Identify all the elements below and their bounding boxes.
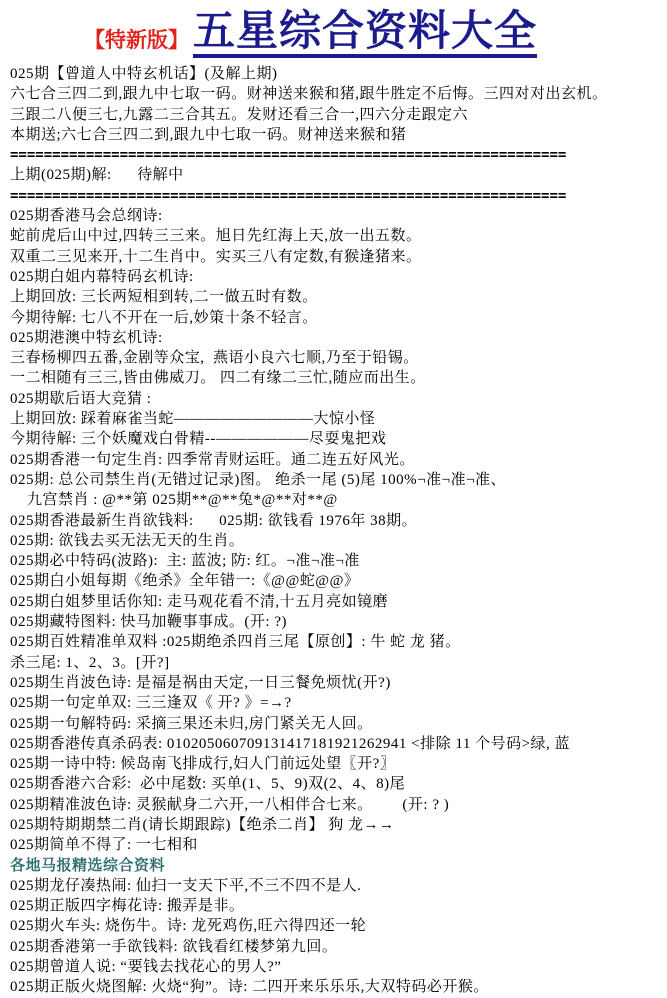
- text-line: 025期正版火烧图解: 火烧“狗”。诗: 二四开来乐乐乐,大双特码必开猴。: [10, 979, 489, 996]
- text-line: 六七合三四二到,跟九中七取一码。财神送来猴和猪,跟牛胜定不后悔。三四对对出玄机。: [10, 86, 608, 103]
- text-line: 本期送;六七合三四二到,跟九中七取一码。财神送来猴和猪: [10, 126, 407, 143]
- text-line: 蛇前虎后山中过,四转三三来。旭日先红海上天,放一出五数。: [10, 228, 422, 245]
- text-line: 杀三尾: 1、2、3。[开?]: [10, 654, 170, 671]
- text-line: 025期香港马会总纲诗:: [10, 208, 163, 225]
- content-lines: [10, 64, 659, 998]
- section-heading: 各地马报精选综合资料: [10, 857, 166, 874]
- text-line: 上期(025期)解: 待解中: [10, 167, 184, 184]
- text-line: 025期【曾道人中特玄机话】(及解上期): [10, 66, 278, 82]
- text-line: 025期简单不得了: 一七相和: [10, 837, 198, 854]
- text-line: 025期白姐内幕特码玄机诗:: [10, 268, 194, 285]
- text-line: 025期香港第一手欲钱料: 欲钱看红楼梦第九回。: [10, 938, 338, 955]
- text-line: 025期香港最新生肖欲钱料: 025期: 欲钱看 1976年 38期。: [10, 512, 418, 529]
- text-line: 025期香港一句定生肖: 四季常青财运旺。通二连五好风光。: [10, 451, 415, 468]
- text-line: 025期白姐梦里话你知: 走马观花看不清,十五月亮如镜磨: [10, 593, 389, 610]
- text-line: 025期特期期禁二肖(请长期跟踪)【绝杀二肖】 狗 龙→→: [10, 816, 395, 833]
- text-line: 025期: 总公司禁生肖(无错过记录)图。 绝杀一尾 (5)尾 100%¬准¬准¬准、: [10, 471, 507, 488]
- text-line: 025期正版四字梅花诗: 搬弄是非。: [10, 898, 245, 915]
- text-line: 025期: 欲钱去买无法无天的生肖。: [10, 532, 245, 549]
- text-line: 上期回放: 踩着麻雀当蛇—————————大惊小怪: [10, 411, 376, 428]
- text-line: 025期必中特码(波路): 主: 蓝波; 防: 红。¬准¬准¬准: [10, 553, 360, 570]
- text-line: 025期一句解特码: 采摘三果还未归,房门紧关无人回。: [10, 715, 373, 732]
- text-line: 九宫禁肖 : @**第 025期**@**兔*@**对**@: [10, 492, 338, 509]
- text-line: 今期待解: 三个妖魔戏白骨精--——————尽耍鬼把戏: [10, 431, 387, 448]
- text-line: 025期香港六合彩: 必中尾数: 买单(1、5、9)双(2、4、8)尾: [10, 776, 406, 793]
- text-line: 025期曾道人说: “要钱去找花心的男人?”: [10, 959, 282, 976]
- text-line: 025期港澳中特玄机诗:: [10, 329, 163, 346]
- text-line: 今期待解: 七八不开在一后,妙策十条不轻言。: [10, 309, 318, 326]
- text-line: 025期龙仔凑热闹: 仙扫一支天下平,不三不四不是人.: [10, 877, 362, 894]
- text-line: 三跟二八便三七,九露二三合其五。发财还看三合一,四六分走跟定六: [10, 106, 469, 123]
- edition-tag: 【特新版】: [84, 28, 189, 52]
- separator-line: ==================================================================: [10, 147, 567, 164]
- text-line: 025期一句定单双: 三三逢双《 开? 》=→?: [10, 695, 292, 712]
- text-line: 025期香港传真杀码表: 010205060709131417181921262941 <排除 11 个号码>绿, 蓝: [10, 735, 571, 752]
- text-line: 025期百姓精准单双料 :025期绝杀四肖三尾【原创】: 牛 蛇 龙 猪。: [10, 634, 461, 651]
- text-line: 025期生肖波色诗: 是福是祸由天定,一日三餐免烦忧(开?): [10, 674, 391, 691]
- text-line: 三春杨柳四五番,金剧等众宝, 燕语小良六七顺,乃至于铅锡。: [10, 350, 419, 367]
- separator-line: ==================================================================: [10, 187, 567, 204]
- text-line: 025期一诗中特: 候岛南飞排成行,妇人门前远处望〖开?〗: [10, 756, 396, 773]
- text-line: 双重二三见来开,十二生肖中。实买三八有定数,有猴逢猪来。: [10, 248, 422, 265]
- text-line: 上期回放: 三长两短相到转,二一做五时有数。: [10, 289, 318, 306]
- page-title[interactable]: 五星综合资料大全: [193, 11, 537, 58]
- text-line: 025期藏特图料: 快马加鞭事事成。(开: ?): [10, 614, 287, 631]
- page-header: [84, 6, 659, 58]
- text-line: 025期精准波色诗: 灵猴献身二六开,一八相伴合七来。 (开: ? ): [10, 796, 450, 813]
- text-line: 一二相随有三三,皆由佛威刀。 四二有缘二三忙,随应而出生。: [10, 370, 426, 387]
- text-line: 025期火车头: 烧伤牛。诗: 龙死鸡伤,旺六得四还一轮: [10, 918, 367, 935]
- text-line: 025期歇后语大竞猜 :: [10, 390, 152, 407]
- text-line: 025期白小姐每期《绝杀》全年错一:《@@蛇@@》: [10, 573, 360, 590]
